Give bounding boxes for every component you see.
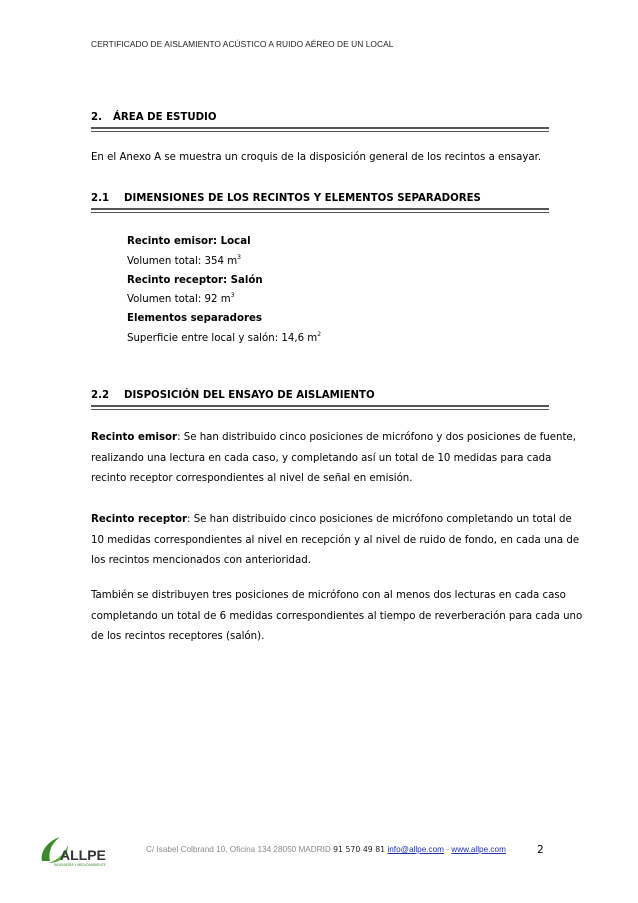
- section-2-number: 2.: [91, 112, 102, 123]
- section-21-title: DIMENSIONES DE LOS RECINTOS Y ELEMENTOS SEPARADORES: [124, 193, 481, 204]
- paragraph-line: Recinto receptor: Se han distribuido cinco posiciones de micrófono completando un total de: [91, 514, 572, 525]
- paragraph-line: los recintos mencionados con anterioridad.: [91, 555, 311, 566]
- paragraph-tiempo-reverberacion: [91, 586, 583, 648]
- paragraph-line: de los recintos receptores (salón).: [91, 631, 265, 642]
- item-recinto-receptor-label: Recinto receptor: Salón: [127, 275, 263, 286]
- section-21-number: 2.1: [91, 193, 110, 204]
- section-21-rule-thick: [91, 208, 549, 210]
- paragraph-line: Recinto emisor: Se han distribuido cinco posiciones de micrófono y dos posiciones de fuente,: [91, 432, 576, 443]
- item-recinto-emisor-volume: Volumen total: 354 $m^3$: [127, 254, 241, 267]
- footer-address: C/ Isabel Colbrand 10, Oficina 134 28050 MADRID: [146, 845, 331, 854]
- section-2-rule-thin: [91, 131, 549, 132]
- footer-separator: -: [446, 845, 450, 854]
- paragraph-line: realizando una lectura en cada caso, y completando así un total de 10 medidas para cada: [91, 452, 552, 464]
- paragraph-line: También se distribuyen tres posiciones de micrófono con al menos dos lecturas en cada caso: [91, 590, 566, 601]
- footer-contact: [146, 845, 506, 854]
- paragraph-line: completando un total de 6 medidas correspondientes al tiempo de reverberación para cada uno: [91, 610, 583, 622]
- section-22-rule-thick: [91, 405, 549, 407]
- section-22-title: DISPOSICIÓN DEL ENSAYO DE AISLAMIENTO: [124, 390, 375, 401]
- item-recinto-receptor-volume: Volumen total: 92 $m^3$: [127, 292, 235, 305]
- section-22-rule-thin: [91, 409, 549, 410]
- footer-phone: 91 570 49 81: [333, 845, 386, 854]
- section-22-number: 2.2: [91, 390, 110, 401]
- item-elementos-separadores-label: Elementos separadores: [127, 313, 262, 324]
- section-2-intro: En el Anexo A se muestra un croquis de la disposición general de los recintos a ensayar.: [91, 152, 542, 163]
- paragraph-line: 10 medidas correspondientes al nivel en recepción y al nivel de ruido de fondo, en cada una de: [91, 534, 580, 546]
- allpe-logo: [38, 833, 130, 867]
- document-header: CERTIFICADO DE AISLAMIENTO ACÚSTICO A RUIDO AÉREO DE UN LOCAL: [91, 39, 394, 49]
- paragraph-line: recinto receptor correspondientes al nivel de señal en emisión.: [91, 473, 413, 484]
- footer-email-link[interactable]: info@allpe.com: [387, 845, 444, 854]
- svg-text:ALLPE: ALLPE: [60, 847, 106, 863]
- section-2-rule-thick: [91, 127, 549, 129]
- section-2-title: ÁREA DE ESTUDIO: [113, 112, 217, 123]
- paragraph-recinto-emisor: [91, 428, 576, 490]
- paragraph-recinto-receptor: [91, 510, 580, 572]
- svg-text:INGENIERÍA Y MEDIOAMBIENTE: INGENIERÍA Y MEDIOAMBIENTE: [54, 863, 106, 867]
- section-21-rule-thin: [91, 212, 549, 213]
- paragraph-label: Recinto emisor: [91, 432, 178, 443]
- item-recinto-emisor-label: Recinto emisor: Local: [127, 236, 251, 247]
- paragraph-label: Recinto receptor: [91, 514, 188, 525]
- item-elementos-separadores-surface: Superficie entre local y salón: 14,6 $m^2$: [127, 331, 322, 344]
- footer-web-link[interactable]: www.allpe.com: [451, 845, 506, 854]
- page-number: 2: [537, 844, 544, 856]
